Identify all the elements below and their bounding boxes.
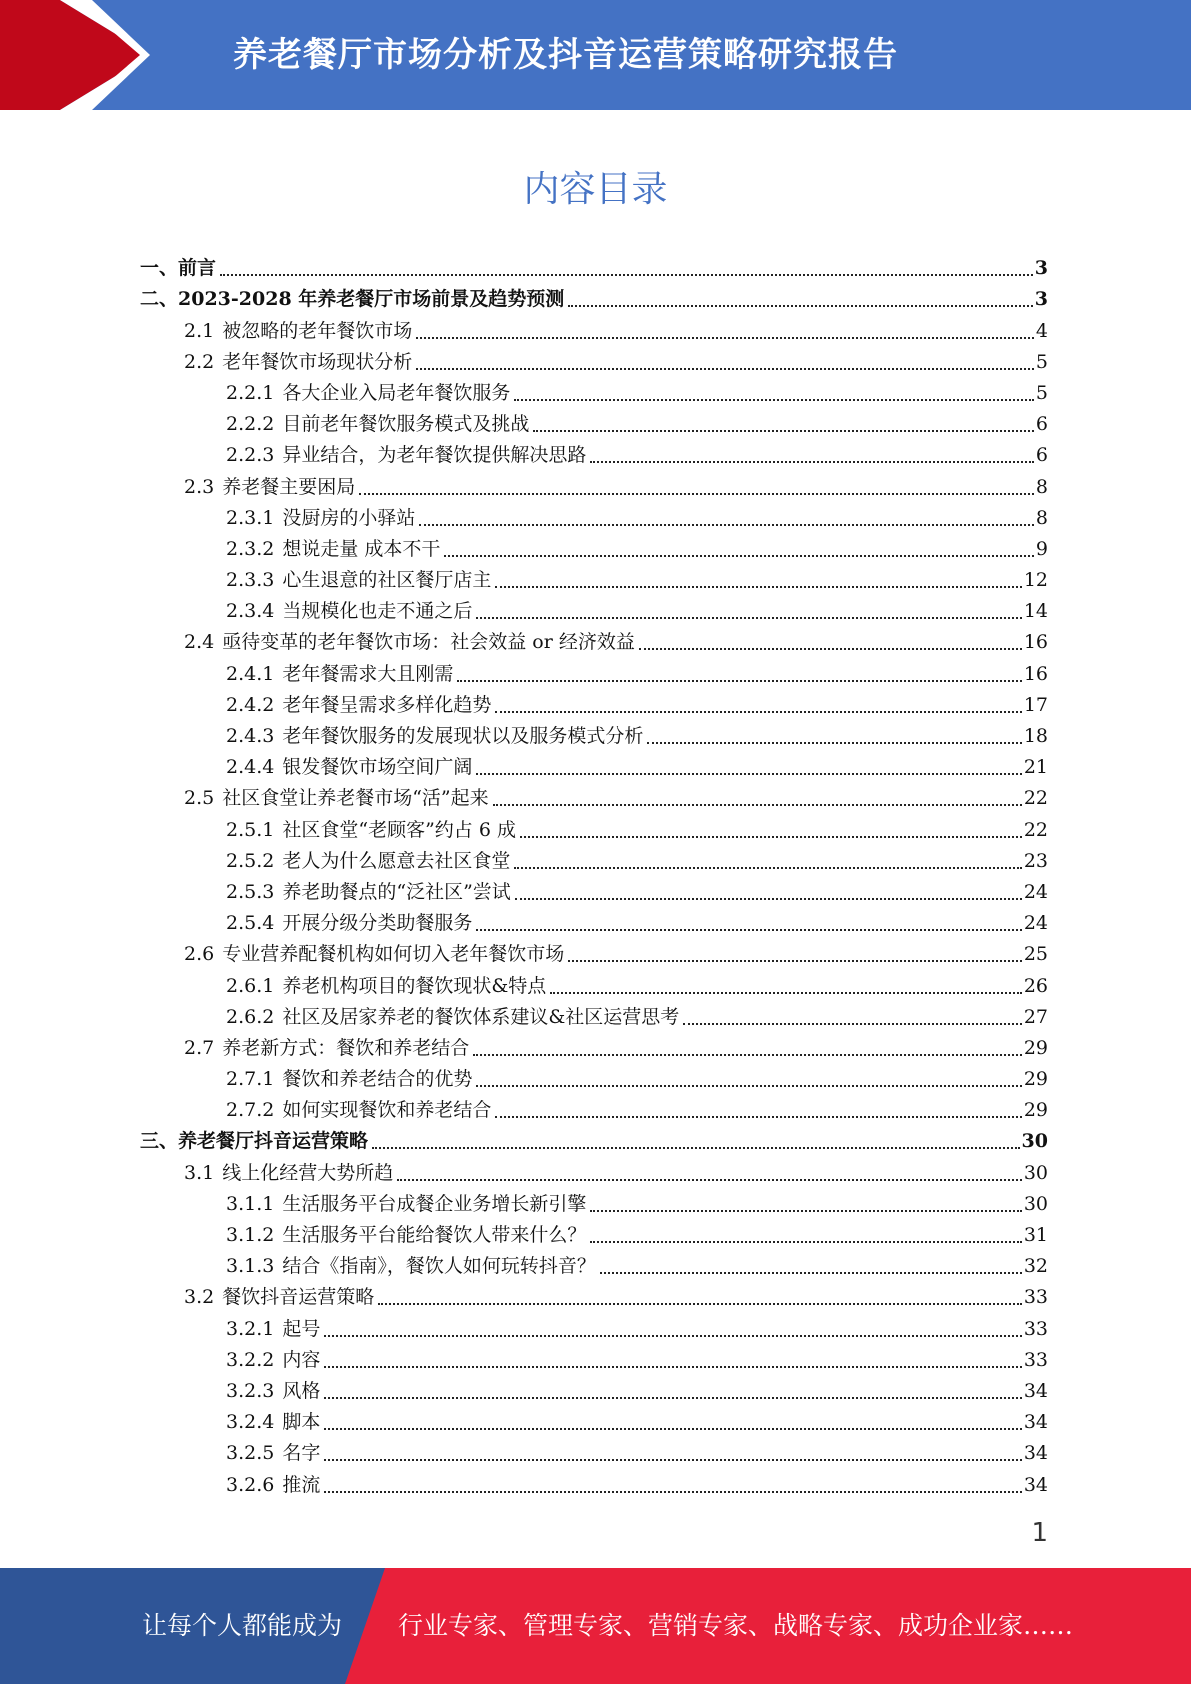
toc-entry[interactable] bbox=[140, 534, 1048, 565]
toc-entry-number: 3.2.2 bbox=[226, 1348, 275, 1371]
toc-entry-number: 3.2.1 bbox=[226, 1317, 275, 1340]
toc-entry[interactable] bbox=[140, 503, 1048, 534]
toc-leader-dots bbox=[457, 680, 1021, 682]
toc-entry[interactable] bbox=[140, 1345, 1048, 1376]
toc-entry-number: 2.3 bbox=[184, 475, 215, 498]
toc-entry-number: 2.4 bbox=[184, 631, 215, 654]
toc-entry[interactable] bbox=[140, 1313, 1048, 1344]
toc-entry-page: 18 bbox=[1023, 725, 1048, 747]
toc-entry-number: 2.2.3 bbox=[226, 444, 275, 467]
toc-entry-page: 26 bbox=[1023, 974, 1048, 997]
toc-leader-dots bbox=[476, 773, 1021, 775]
toc-entry[interactable] bbox=[140, 658, 1048, 689]
toc-entry-page: 33 bbox=[1023, 1286, 1048, 1309]
toc-entry-label: 社区食堂让养老餐市场“活”起来 bbox=[222, 787, 489, 810]
toc-entry[interactable] bbox=[140, 1157, 1048, 1188]
toc-entry[interactable] bbox=[140, 690, 1048, 721]
toc-entry-label: 老年餐需求大且刚需 bbox=[282, 662, 454, 685]
toc-entry-page: 27 bbox=[1023, 1005, 1048, 1028]
page-number: 1 bbox=[1031, 1518, 1048, 1548]
toc-leader-dots bbox=[324, 1335, 1021, 1337]
toc-entry-number: 2.2 bbox=[184, 350, 215, 373]
toc-entry-number: 2.5.1 bbox=[226, 818, 275, 841]
toc-entry-label: 养老新方式：餐饮和养老结合 bbox=[222, 1036, 470, 1059]
toc-leader-dots bbox=[476, 617, 1021, 619]
toc-entry-number: 三、 bbox=[140, 1130, 179, 1153]
toc-leader-dots bbox=[514, 867, 1021, 869]
toc-entry[interactable] bbox=[140, 877, 1048, 908]
toc-entry[interactable] bbox=[140, 378, 1048, 409]
toc-entry-page: 17 bbox=[1023, 693, 1048, 716]
toc-entry-label: 目前老年餐饮服务模式及挑战 bbox=[282, 413, 530, 436]
toc-entry[interactable] bbox=[140, 1064, 1048, 1095]
toc-entry-label: 异业结合，为老年餐饮提供解决思路 bbox=[282, 444, 587, 467]
toc-entry-page: 16 bbox=[1023, 662, 1048, 685]
toc-entry-label: 各大企业入局老年餐饮服务 bbox=[282, 381, 511, 404]
toc-entry-label: 名字 bbox=[282, 1442, 321, 1465]
toc-entry-label: 老年餐呈需求多样化趋势 bbox=[282, 693, 492, 716]
toc-leader-dots bbox=[324, 1491, 1021, 1493]
toc-entry[interactable] bbox=[140, 1095, 1048, 1126]
toc-entry[interactable] bbox=[140, 1282, 1048, 1313]
toc-entry-page: 30 bbox=[1023, 1161, 1048, 1184]
toc-leader-dots bbox=[324, 1397, 1021, 1399]
toc-entry[interactable] bbox=[140, 565, 1048, 596]
toc-leader-dots bbox=[495, 586, 1021, 588]
toc-entry-number: 2.5 bbox=[184, 787, 215, 810]
toc-entry-label: 养老餐厅抖音运营策略 bbox=[178, 1130, 369, 1153]
toc-entry-label: 没厨房的小驿站 bbox=[282, 506, 416, 529]
toc-leader-dots bbox=[419, 524, 1034, 526]
toc-entry-label: 如何实现餐饮和养老结合 bbox=[282, 1099, 492, 1122]
toc-entry-label: 养老餐主要困局 bbox=[222, 475, 356, 498]
toc-entry-number: 2.4.3 bbox=[226, 725, 275, 747]
toc-entry-number: 2.4.4 bbox=[226, 756, 275, 779]
toc-entry-page: 32 bbox=[1023, 1255, 1048, 1278]
toc-leader-dots bbox=[444, 555, 1034, 557]
toc-entry-label: 专业营养配餐机构如何切入老年餐饮市场 bbox=[222, 943, 565, 966]
toc-entry-page: 31 bbox=[1023, 1224, 1048, 1246]
toc-entry-page: 22 bbox=[1023, 787, 1048, 810]
toc-entry-number: 2.5.4 bbox=[226, 912, 275, 935]
toc-heading: 内容目录 bbox=[523, 169, 668, 210]
toc-entry[interactable] bbox=[140, 284, 1048, 315]
toc-entry-number: 3.2.3 bbox=[226, 1379, 275, 1402]
toc-leader-dots bbox=[568, 960, 1022, 962]
toc-entry-page: 3 bbox=[1034, 257, 1048, 280]
toc-entry-label: 当规模化也走不通之后 bbox=[282, 600, 473, 623]
toc-leader-dots bbox=[600, 1272, 1022, 1274]
toc-leader-dots bbox=[378, 1303, 1022, 1305]
toc-entry-page: 24 bbox=[1023, 880, 1048, 903]
toc-entry-page: 4 bbox=[1035, 319, 1048, 342]
toc-entry[interactable] bbox=[140, 783, 1048, 814]
toc-entry-page: 21 bbox=[1023, 756, 1048, 779]
toc-leader-dots bbox=[493, 804, 1022, 806]
toc-entry-label: 推流 bbox=[282, 1473, 321, 1496]
toc-leader-dots bbox=[495, 711, 1021, 713]
toc-leader-dots bbox=[550, 992, 1022, 994]
toc-entry-number: 2.3.3 bbox=[226, 569, 275, 592]
toc-entry[interactable] bbox=[140, 1033, 1048, 1064]
toc-leader-dots bbox=[647, 742, 1021, 744]
toc-entry-page: 30 bbox=[1021, 1130, 1048, 1153]
toc-entry-page: 9 bbox=[1035, 537, 1048, 560]
toc-leader-dots bbox=[359, 493, 1034, 495]
toc-entry-label: 餐饮和养老结合的优势 bbox=[282, 1068, 473, 1091]
toc-entry[interactable] bbox=[140, 1002, 1048, 1033]
footer-slogan-right: 行业专家、管理专家、营销专家、战略专家、成功企业家…… bbox=[398, 1611, 1074, 1640]
toc-leader-dots bbox=[639, 648, 1022, 650]
toc-leader-dots bbox=[590, 461, 1034, 463]
toc-entry[interactable] bbox=[140, 253, 1048, 284]
toc-entry-number: 2.5.3 bbox=[226, 880, 275, 903]
header-banner bbox=[0, 0, 1191, 110]
toc-entry-page: 16 bbox=[1023, 631, 1048, 654]
toc-entry-label: 起号 bbox=[282, 1317, 321, 1340]
toc-leader-dots bbox=[324, 1459, 1021, 1461]
toc-entry-number: 2.6.1 bbox=[226, 974, 275, 997]
toc-entry-page: 3 bbox=[1034, 288, 1048, 311]
toc-leader-dots bbox=[683, 1023, 1022, 1025]
toc-leader-dots bbox=[416, 368, 1034, 370]
toc-entry-page: 22 bbox=[1023, 818, 1048, 841]
toc-entry-number: 2.1 bbox=[184, 319, 215, 342]
toc-leader-dots bbox=[568, 305, 1032, 307]
toc-entry-number: 2.5.2 bbox=[226, 849, 275, 872]
toc-entry-number: 2.6 bbox=[184, 943, 215, 966]
toc-entry-label: 结合《指南》，餐饮人如何玩转抖音？ bbox=[282, 1255, 596, 1278]
toc-entry-label: 老人为什么愿意去社区食堂 bbox=[282, 849, 511, 872]
toc-entry-number: 3.1 bbox=[184, 1161, 215, 1184]
toc-entry-number: 3.2.6 bbox=[226, 1473, 275, 1496]
toc-entry-page: 12 bbox=[1023, 569, 1048, 592]
toc-entry-label: 内容 bbox=[282, 1348, 321, 1371]
toc-entry-label: 线上化经营大势所趋 bbox=[222, 1161, 394, 1184]
toc-entry-number: 3.2 bbox=[184, 1286, 215, 1309]
toc-leader-dots bbox=[515, 898, 1022, 900]
toc-entry-number: 2.3.4 bbox=[226, 600, 275, 623]
toc-leader-dots bbox=[476, 929, 1021, 931]
toc-entry[interactable] bbox=[140, 721, 1048, 752]
toc-entry-page: 5 bbox=[1035, 381, 1048, 404]
toc-entry-label: 被忽略的老年餐饮市场 bbox=[222, 319, 413, 342]
toc-entry[interactable] bbox=[140, 1189, 1048, 1220]
toc-leader-dots bbox=[590, 1210, 1021, 1212]
toc-entry-label: 亟待变革的老年餐饮市场：社会效益 or 经济效益 bbox=[222, 631, 635, 654]
toc-entry[interactable] bbox=[140, 939, 1048, 970]
toc-entry[interactable] bbox=[140, 908, 1048, 939]
toc-entry-number: 2.4.1 bbox=[226, 662, 275, 685]
toc-entry-page: 23 bbox=[1023, 849, 1048, 872]
report-title: 养老餐厅市场分析及抖音运营策略研究报告 bbox=[233, 35, 898, 75]
toc-entry-label: 想说走量 成本不干 bbox=[282, 537, 441, 560]
toc-entry-page: 34 bbox=[1023, 1411, 1048, 1434]
toc-entry-page: 30 bbox=[1023, 1192, 1048, 1215]
toc-entry-label: 生活服务平台能给餐饮人带来什么？ bbox=[282, 1224, 587, 1246]
toc-leader-dots bbox=[520, 836, 1022, 838]
toc-entry-label: 前言 bbox=[178, 257, 217, 280]
toc-leader-dots bbox=[514, 399, 1034, 401]
toc-entry[interactable] bbox=[140, 627, 1048, 658]
toc-entry[interactable] bbox=[140, 1469, 1048, 1500]
toc-entry[interactable] bbox=[140, 409, 1048, 440]
toc-entry-page: 24 bbox=[1023, 912, 1048, 935]
toc-entry-page: 5 bbox=[1035, 350, 1048, 373]
toc-entry-number: 一、 bbox=[140, 257, 179, 280]
toc-entry-page: 34 bbox=[1023, 1473, 1048, 1496]
toc-entry-page: 33 bbox=[1023, 1348, 1048, 1371]
toc-leader-dots bbox=[473, 1054, 1022, 1056]
toc-entry-number: 2.2.2 bbox=[226, 413, 275, 436]
toc-entry[interactable] bbox=[140, 1438, 1048, 1469]
toc-entry-number: 2.7 bbox=[184, 1036, 215, 1059]
toc-entry-page: 8 bbox=[1035, 506, 1048, 529]
footer-slogan-left: 让每个人都能成为 bbox=[142, 1611, 343, 1640]
toc-entry-page: 34 bbox=[1023, 1442, 1048, 1465]
toc-entry-label: 脚本 bbox=[282, 1411, 321, 1434]
toc-entry[interactable] bbox=[140, 1407, 1048, 1438]
toc-entry-number: 2.6.2 bbox=[226, 1005, 275, 1028]
toc-entry-number: 二、 bbox=[140, 288, 179, 311]
toc-entry[interactable] bbox=[140, 471, 1048, 502]
toc-leader-dots bbox=[495, 1116, 1021, 1118]
toc-entry[interactable] bbox=[140, 970, 1048, 1001]
toc-entry-page: 34 bbox=[1023, 1379, 1048, 1402]
toc-entry-page: 25 bbox=[1023, 943, 1048, 966]
toc-entry-page: 29 bbox=[1023, 1068, 1048, 1091]
toc-leader-dots bbox=[324, 1428, 1021, 1430]
toc-entry[interactable] bbox=[140, 1251, 1048, 1282]
toc-entry[interactable] bbox=[140, 596, 1048, 627]
toc-leader-dots bbox=[220, 274, 1033, 276]
toc-entry-number: 2.7.1 bbox=[226, 1068, 275, 1091]
toc-entry[interactable] bbox=[140, 1376, 1048, 1407]
toc-entry-number: 3.2.4 bbox=[226, 1411, 275, 1434]
toc-entry[interactable] bbox=[140, 846, 1048, 877]
toc-entry-label: 心生退意的社区餐厅店主 bbox=[282, 569, 492, 592]
toc-entry-page: 6 bbox=[1035, 444, 1048, 467]
toc-entry[interactable] bbox=[140, 1220, 1048, 1251]
toc-entry-page: 8 bbox=[1035, 475, 1048, 498]
toc-entry-label: 餐饮抖音运营策略 bbox=[222, 1286, 375, 1309]
toc-entry[interactable] bbox=[140, 347, 1048, 378]
toc-entry[interactable] bbox=[140, 752, 1048, 783]
table-of-contents bbox=[140, 253, 1048, 1501]
toc-entry[interactable] bbox=[140, 440, 1048, 471]
toc-leader-dots bbox=[416, 337, 1034, 339]
toc-leader-dots bbox=[372, 1147, 1020, 1149]
toc-entry-number: 3.1.3 bbox=[226, 1255, 275, 1278]
toc-entry-label: 养老助餐点的“泛社区”尝试 bbox=[282, 880, 511, 903]
toc-entry-page: 29 bbox=[1023, 1099, 1048, 1122]
toc-leader-dots bbox=[476, 1085, 1021, 1087]
toc-entry-label: 老年餐饮市场现状分析 bbox=[222, 350, 413, 373]
toc-entry-number: 2.7.2 bbox=[226, 1099, 275, 1122]
toc-entry-page: 6 bbox=[1035, 413, 1048, 436]
toc-leader-dots bbox=[533, 430, 1034, 432]
toc-entry-number: 3.1.1 bbox=[226, 1192, 275, 1215]
toc-entry-label: 社区食堂“老顾客”约占 6 成 bbox=[282, 818, 516, 841]
toc-entry-label: 银发餐饮市场空间广阔 bbox=[282, 756, 473, 779]
toc-entry-number: 2.3.2 bbox=[226, 537, 275, 560]
toc-leader-dots bbox=[324, 1366, 1021, 1368]
footer-banner bbox=[0, 1568, 1191, 1684]
toc-entry-label: 2023-2028 年养老餐厅市场前景及趋势预测 bbox=[178, 288, 565, 311]
toc-entry-label: 社区及居家养老的餐饮体系建议&社区运营思考 bbox=[282, 1005, 680, 1028]
toc-entry-number: 3.1.2 bbox=[226, 1224, 275, 1246]
toc-entry-number: 2.4.2 bbox=[226, 693, 275, 716]
toc-leader-dots bbox=[590, 1241, 1021, 1243]
toc-entry[interactable] bbox=[140, 315, 1048, 346]
toc-entry-number: 2.2.1 bbox=[226, 381, 275, 404]
toc-entry[interactable] bbox=[140, 1126, 1048, 1157]
toc-entry-page: 14 bbox=[1023, 600, 1048, 623]
toc-entry[interactable] bbox=[140, 814, 1048, 845]
toc-entry-label: 开展分级分类助餐服务 bbox=[282, 912, 473, 935]
toc-entry-page: 33 bbox=[1023, 1317, 1048, 1340]
toc-entry-label: 生活服务平台成餐企业务增长新引擎 bbox=[282, 1192, 587, 1215]
toc-entry-page: 29 bbox=[1023, 1036, 1048, 1059]
toc-leader-dots bbox=[397, 1179, 1022, 1181]
toc-entry-label: 养老机构项目的餐饮现状&特点 bbox=[282, 974, 547, 997]
toc-entry-label: 风格 bbox=[282, 1379, 321, 1402]
toc-entry-number: 2.3.1 bbox=[226, 506, 275, 529]
toc-entry-label: 老年餐饮服务的发展现状以及服务模式分析 bbox=[282, 725, 644, 747]
toc-entry-number: 3.2.5 bbox=[226, 1442, 275, 1465]
